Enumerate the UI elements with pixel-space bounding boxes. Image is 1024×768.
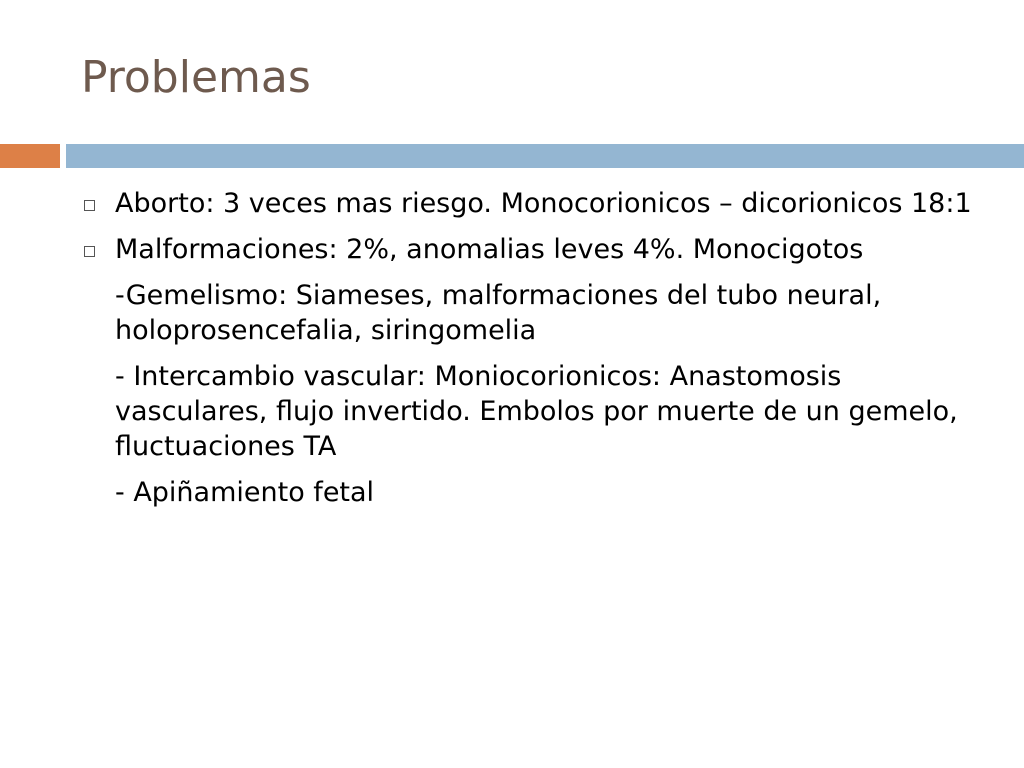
- bullet-item-aborto: [80, 186, 990, 221]
- bullet-text: Aborto: 3 veces mas riesgo. Monocorionicos – dicorionicos 18:1: [115, 188, 972, 219]
- accent-bar-orange: [0, 144, 60, 168]
- square-bullet-icon: [84, 246, 95, 257]
- square-bullet-icon: [84, 200, 95, 211]
- sub-item-gemelismo: [80, 278, 990, 348]
- slide-title: Problemas: [81, 52, 311, 103]
- sub-item-text: -Gemelismo: Siameses, malformaciones del tubo neural, holoprosencefalia, siringomelia: [115, 280, 882, 346]
- accent-bar-blue: [66, 144, 1024, 168]
- sub-item-intercambio-vascular: [80, 359, 990, 464]
- bullet-text: Malformaciones: 2%, anomalias leves 4%. Monocigotos: [115, 234, 864, 265]
- bullet-item-malformaciones: [80, 232, 990, 267]
- sub-item-text: - Apiñamiento fetal: [115, 477, 375, 508]
- slide-body: [80, 186, 990, 521]
- sub-item-apinamiento: [80, 475, 990, 510]
- sub-item-text: - Intercambio vascular: Moniocorionicos: Anastomosis vasculares, flujo invertido. Embolos por muerte de un gemelo, fluctuaciones TA: [115, 361, 958, 462]
